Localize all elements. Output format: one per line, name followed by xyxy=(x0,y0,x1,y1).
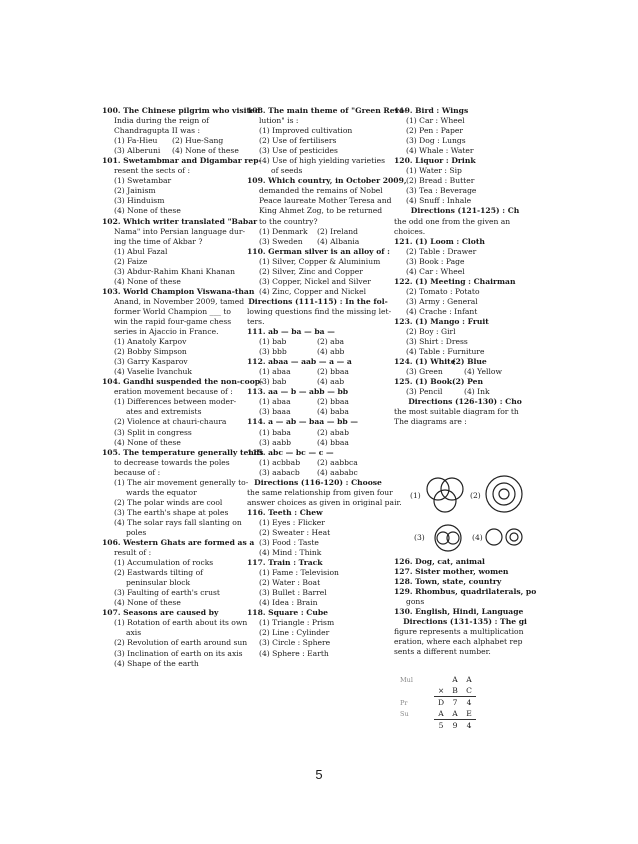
option-text: (3) Food : Taste xyxy=(259,538,319,548)
question-continuation: win the rapid four-game chess xyxy=(114,316,232,326)
directions-text: The diagrams are : xyxy=(394,417,467,427)
option-text: (4) None of these xyxy=(114,276,181,286)
option-text: (3) bab xyxy=(259,377,287,387)
option-continuation: axis xyxy=(126,628,142,638)
option-text: (2) Faize xyxy=(114,256,148,266)
question-continuation: series in Ajaccio in France. xyxy=(114,327,219,337)
option-continuation: wards the equator xyxy=(126,487,197,497)
mult-row xyxy=(400,674,476,685)
option-text: (1) bab xyxy=(259,337,287,347)
question-stem: 128. Town, state, country xyxy=(394,577,502,587)
question-continuation: gons xyxy=(406,597,425,607)
option-text: (1) Eyes : Flicker xyxy=(259,517,325,527)
option-text: (3) Green xyxy=(406,367,443,377)
mult-row xyxy=(400,720,476,731)
option-text: (2) Ireland xyxy=(317,226,359,236)
option-text: (1) Water : Sip xyxy=(406,166,462,176)
question-continuation: demanded the remains of Nobel xyxy=(259,186,383,196)
question-stem: 127. Sister mother, women xyxy=(394,567,509,577)
venn-diagram-3 xyxy=(428,523,468,553)
mult-row-label: Su xyxy=(400,709,409,718)
option-text: (2) Eastwards tilting of xyxy=(114,568,203,578)
option-text: (4) The solar rays fall slanting on xyxy=(114,517,242,527)
mult-cell: 5 xyxy=(438,721,444,730)
question-stem: 129. Rhombus, quadrilaterals, po xyxy=(394,587,537,597)
option-text: (1) Fa-Hieu xyxy=(114,136,158,146)
option-text: (3) Circle : Sphere xyxy=(259,638,331,648)
option-text: (3) aabacb xyxy=(259,467,300,477)
option-row xyxy=(247,377,389,387)
mult-cell: A xyxy=(452,709,458,718)
directions-text: figure represents a multiplication xyxy=(394,627,524,637)
option-text: 125. (1) Book xyxy=(394,377,453,387)
directions-text: sents a different number. xyxy=(394,647,491,657)
option-text: (1) Silver, Copper & Aluminium xyxy=(259,256,381,266)
option-text: (2) abab xyxy=(317,427,349,437)
question-continuation: resent the sects of : xyxy=(114,166,191,176)
question-continuation: to the country? xyxy=(259,216,318,226)
option-text: (2) aba xyxy=(317,337,345,347)
option-text: (1) Fame : Television xyxy=(259,568,339,578)
mult-row xyxy=(400,685,476,696)
option-text: (4) Shape of the earth xyxy=(114,658,199,668)
mult-cell: 7 xyxy=(452,698,458,707)
question-stem: 126. Dog, cat, animal xyxy=(394,557,485,566)
option-text: (1) Denmark xyxy=(259,226,308,236)
option-text: (2) Revolution of earth around sun xyxy=(114,638,248,648)
option-row xyxy=(102,136,242,146)
option-text: (1) Triangle : Prism xyxy=(259,618,335,628)
option-text: (1) acbbab xyxy=(259,457,301,467)
mult-cell: 4 xyxy=(466,721,472,730)
option-text: (1) Differences between moder- xyxy=(114,397,237,407)
option-text: (4) bbaa xyxy=(317,437,349,447)
question-stem: 107. Seasons are caused by xyxy=(102,608,219,618)
option-row xyxy=(394,387,536,397)
question-continuation: Peace laureate Mother Teresa and xyxy=(259,196,392,206)
option-text: (4) Car : Wheel xyxy=(406,266,465,276)
question-stem: 110. German silver is an alloy of : xyxy=(247,246,390,256)
option-text: (2) Hue-Sang xyxy=(172,136,224,146)
directions-text: ters. xyxy=(247,316,265,326)
question-stem: 109. Which country, in October 2009, xyxy=(247,176,407,186)
option-text: (1) Improved cultivation xyxy=(259,126,353,136)
option-text: (3) Army : General xyxy=(406,296,478,306)
question-stem: 102. Which writer translated "Babar xyxy=(102,216,258,226)
mult-cell: A xyxy=(466,675,472,684)
option-text: (2) aabbca xyxy=(317,457,358,467)
diagram-label-2: (2) xyxy=(470,491,481,500)
venn-diagram-4 xyxy=(484,525,524,549)
option-text: (2) Bobby Simpson xyxy=(114,347,187,357)
option-text: (4) None of these xyxy=(114,437,181,447)
option-text: (2) Sweater : Heat xyxy=(259,527,331,537)
option-text: (3) Use of pesticides xyxy=(259,146,338,156)
option-text: (4) baba xyxy=(317,407,349,417)
option-text: (2) Tomato : Potato xyxy=(406,286,480,296)
option-row xyxy=(247,438,389,448)
mult-row-label: Mul xyxy=(400,675,413,684)
option-text: 124. (1) White xyxy=(394,357,456,367)
mult-cell: E xyxy=(466,709,472,718)
page-number: 5 xyxy=(315,767,323,782)
option-text: (3) Alberuni xyxy=(114,146,161,156)
mult-cell: A xyxy=(452,675,458,684)
option-text: (1) Rotation of earth about its own xyxy=(114,618,248,628)
option-text: (3) Sweden xyxy=(259,236,303,246)
option-continuation: poles xyxy=(126,527,147,537)
option-text: (4) Crache : Infant xyxy=(406,306,478,316)
option-text: (3) Bullet : Barrel xyxy=(259,588,327,598)
option-text: (1) Car : Wheel xyxy=(406,116,465,126)
column-2 xyxy=(247,106,408,659)
option-text: (3) bbb xyxy=(259,347,287,357)
option-text: (3) Book : Page xyxy=(406,256,465,266)
option-text: (2) bbaa xyxy=(317,397,349,407)
directions-text: the most suitable diagram for th xyxy=(394,407,519,417)
option-text: (4) Snuff : Inhale xyxy=(406,196,472,206)
option-row xyxy=(247,337,389,347)
option-text: (2) Jainism xyxy=(114,186,156,196)
option-text: (4) Use of high yielding varieties xyxy=(259,156,385,166)
directions-text: eration, where each alphabet rep xyxy=(394,637,523,647)
option-text: (3) Tea : Beverage xyxy=(406,186,477,196)
option-text: (2) Line : Cylinder xyxy=(259,628,330,638)
option-continuation: ates and extremists xyxy=(126,407,202,417)
question-stem: 122. (1) Meeting : Chairman xyxy=(394,276,516,286)
option-text: (3) Shirt : Dress xyxy=(406,337,468,347)
option-text: (2) Water : Boat xyxy=(259,578,321,588)
question-stem: 120. Liquor : Drink xyxy=(394,156,476,166)
option-text: (3) Inclination of earth on its axis xyxy=(114,648,243,658)
question-stem: 105. The temperature generally tends xyxy=(102,447,264,457)
directions-text: the same relationship from given four xyxy=(247,487,393,497)
option-text: (3) Split in congress xyxy=(114,427,192,437)
option-row xyxy=(247,428,389,438)
option-row xyxy=(247,468,389,478)
multiplication-table xyxy=(400,674,476,731)
question-stem: 100. The Chinese pilgrim who visited xyxy=(102,106,261,115)
question-continuation: Anand, in November 2009, tamed xyxy=(114,296,245,306)
question-stem: 108. The main theme of "Green Revo- xyxy=(247,106,408,115)
question-stem: 130. English, Hindi, Language xyxy=(394,607,524,617)
option-text: (2) Blue xyxy=(452,357,487,367)
option-row xyxy=(247,367,389,377)
directions: Directions (126-130) : Cho xyxy=(408,397,522,407)
mult-cell: B xyxy=(452,686,458,695)
directions-text: answer choices as given in original pair. xyxy=(247,497,402,507)
question-stem: 111. ab — ba — ba — xyxy=(247,327,335,337)
question-stem: 114. a — ab — baa — bb — xyxy=(247,417,358,427)
question-stem: 104. Gandhi suspended the non-coop- xyxy=(102,377,264,387)
question-continuation: lution" is : xyxy=(259,116,299,126)
option-row xyxy=(394,357,536,367)
directions: Directions (111-115) : In the fol- xyxy=(248,296,388,306)
directions: Directions (116-120) : Choose xyxy=(254,477,382,487)
mult-cell: A xyxy=(438,709,444,718)
option-text: (1) Accumulation of rocks xyxy=(114,558,214,568)
option-text: (1) The air movement generally to- xyxy=(114,477,249,487)
question-stem: 123. (1) Mango : Fruit xyxy=(394,316,489,326)
question-continuation: India during the reign of xyxy=(114,116,210,126)
option-row xyxy=(247,458,389,468)
question-continuation: Chandragupta II was : xyxy=(114,126,201,136)
option-text: (3) Pencil xyxy=(406,387,443,397)
question-stem: 101. Swetambmar and Digambar rep- xyxy=(102,156,262,166)
option-text: (2) The polar winds are cool xyxy=(114,497,223,507)
venn-diagram-2 xyxy=(484,474,524,514)
option-row xyxy=(247,347,389,357)
question-stem: 113. aa — b — abb — bb xyxy=(247,387,349,397)
column-3-continued xyxy=(394,557,536,657)
question-continuation: former World Champion ___ to xyxy=(114,306,231,316)
option-text: (2) Silver, Zinc and Copper xyxy=(259,266,363,276)
diagram-label-4: (4) xyxy=(472,533,483,542)
option-text: (3) Garry Kasparov xyxy=(114,357,188,367)
option-text: (4) aab xyxy=(317,377,345,387)
question-stem: 121. (1) Loom : Cloth xyxy=(394,236,485,246)
option-text: (4) Table : Furniture xyxy=(406,347,485,357)
option-row xyxy=(394,367,536,377)
mult-row-label: Pr xyxy=(400,698,408,707)
option-row xyxy=(102,146,242,156)
option-text: (3) aabb xyxy=(259,437,291,447)
option-text: (2) Pen xyxy=(452,377,483,387)
option-text: (4) Vaselie Ivanchuk xyxy=(114,367,192,377)
question-continuation: result of : xyxy=(114,548,152,558)
question-stem: 112. abaa — aab — a — a xyxy=(247,357,352,367)
option-text: (3) baaa xyxy=(259,407,291,417)
option-text: (4) Albania xyxy=(317,236,360,246)
question-continuation: ing the time of Akbar ? xyxy=(114,236,203,246)
question-continuation: Nama" into Persian language dur- xyxy=(114,226,246,236)
option-text: (3) Dog : Lungs xyxy=(406,136,466,146)
question-stem: 103. World Champion Viswana-than xyxy=(102,286,255,296)
option-text: (4) aababc xyxy=(317,467,358,477)
directions: Directions (131-135) : The gi xyxy=(403,617,527,627)
option-text: (2) Bread : Butter xyxy=(406,176,475,186)
option-text: (2) Pen : Paper xyxy=(406,126,463,136)
option-text: (2) Violence at chauri-chaura xyxy=(114,417,227,427)
option-text: (3) The earth's shape at poles xyxy=(114,507,229,517)
question-continuation: to decrease towards the poles xyxy=(114,457,230,467)
option-row xyxy=(394,377,536,387)
option-row xyxy=(247,237,389,247)
question-stem: 118. Square : Cube xyxy=(247,608,329,618)
question-continuation: because of : xyxy=(114,467,161,477)
option-text: (4) Sphere : Earth xyxy=(259,648,329,658)
directions: Directions (121-125) : Ch xyxy=(410,206,520,216)
mult-row xyxy=(400,708,476,719)
option-continuation: peninsular block xyxy=(126,578,191,588)
option-text: (4) None of these xyxy=(114,206,181,216)
directions-text: lowing questions find the missing let- xyxy=(247,306,392,316)
option-text: (1) baba xyxy=(259,427,291,437)
mult-cell: 4 xyxy=(466,698,472,707)
directions-text: the odd one from the given an xyxy=(394,216,511,226)
option-text: (4) Zinc, Copper and Nickel xyxy=(259,286,367,296)
option-text: (4) None of these xyxy=(172,146,239,156)
question-stem: 117. Train : Track xyxy=(247,558,323,568)
column-3 xyxy=(394,106,536,428)
option-text: (2) Use of fertilisers xyxy=(259,136,337,146)
option-text: (3) Hinduism xyxy=(114,196,165,206)
option-text: (2) Table : Drawer xyxy=(406,246,477,256)
venn-diagram-1 xyxy=(422,474,468,516)
option-row xyxy=(247,407,389,417)
option-text: (4) Mind : Think xyxy=(259,548,322,558)
option-text: (1) abaa xyxy=(259,397,291,407)
diagram-label-1: (1) xyxy=(410,491,421,500)
question-continuation: King Ahmet Zog, to be returned xyxy=(259,206,383,216)
option-text: (3) Faulting of earth's crust xyxy=(114,588,220,598)
mult-cell: C xyxy=(466,686,472,695)
option-text: (1) Anatoly Karpov xyxy=(114,337,187,347)
option-text: (4) Idea : Brain xyxy=(259,598,318,608)
option-row xyxy=(247,397,389,407)
option-row xyxy=(247,227,389,237)
mult-cell: D xyxy=(437,698,445,707)
question-continuation: eration movement because of : xyxy=(114,387,233,397)
option-text: (4) abb xyxy=(317,347,345,357)
option-text: (4) Yellow xyxy=(464,367,502,377)
question-stem: 116. Teeth : Chew xyxy=(247,507,323,517)
option-text: (4) None of these xyxy=(114,598,181,608)
option-text: (3) Copper, Nickel and Silver xyxy=(259,276,371,286)
mult-cell: × xyxy=(437,686,445,695)
option-continuation: of seeds xyxy=(271,166,303,176)
mult-cell: 9 xyxy=(452,721,458,730)
question-stem: 119. Bird : Wings xyxy=(394,106,469,115)
option-text: (1) abaa xyxy=(259,367,291,377)
option-text: (2) bbaa xyxy=(317,367,349,377)
option-text: (1) Abul Fazal xyxy=(114,246,168,256)
option-text: (1) Swetambar xyxy=(114,176,172,186)
option-text: (3) Abdur-Rahim Khani Khanan xyxy=(114,266,236,276)
diagram-label-3: (3) xyxy=(414,533,425,542)
option-text: (4) Ink xyxy=(464,387,490,397)
option-text: (2) Boy : Girl xyxy=(406,327,456,337)
directions-text: choices. xyxy=(394,226,426,236)
mult-row xyxy=(400,697,476,708)
question-stem: 106. Western Ghats are formed as a xyxy=(102,538,255,548)
option-text: (4) Whale : Water xyxy=(406,146,474,156)
question-stem: 115. abc — bc — c — xyxy=(247,447,334,457)
